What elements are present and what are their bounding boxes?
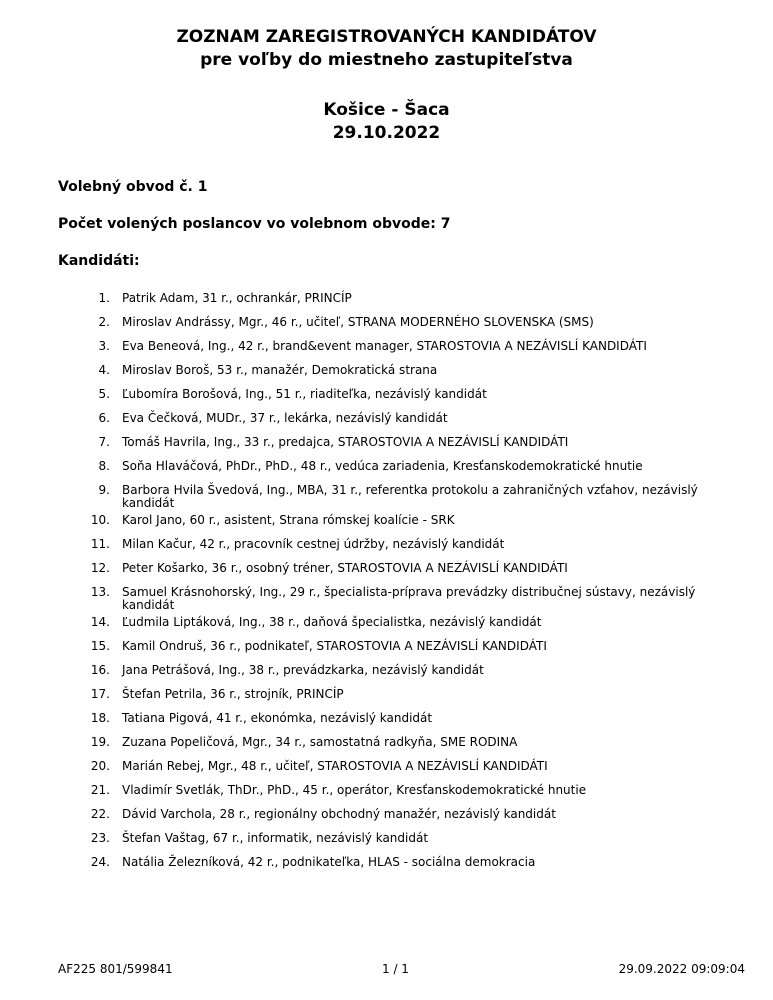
- candidate-text: Zuzana Popeličová, Mgr., 34 r., samostatná radkyňa, SME RODINA: [122, 735, 518, 749]
- candidate-item: [0, 856, 773, 880]
- candidate-text: Eva Beneová, Ing., 42 r., brand&event manager, STAROSTOVIA A NEZÁVISLÍ KANDIDÁTI: [122, 339, 647, 353]
- candidate-number: 17.: [90, 687, 110, 701]
- candidate-text: Samuel Krásnohorský, Ing., 29 r., špecialista-príprava prevádzky distribučnej sústavy, nezávislý kandidát: [122, 585, 696, 612]
- candidate-text: Dávid Varchola, 28 r., regionálny obchodný manažér, nezávislý kandidát: [122, 807, 556, 821]
- candidate-number: 3.: [98, 339, 110, 353]
- candidate-number: 22.: [90, 807, 110, 821]
- candidate-text: Ľudmila Liptáková, Ing., 38 r., daňová špecialistka, nezávislý kandidát: [122, 615, 542, 629]
- candidate-number: 2.: [98, 315, 110, 329]
- candidate-number: 12.: [90, 561, 110, 575]
- candidate-text: Miroslav Boroš, 53 r., manažér, Demokratická strana: [122, 363, 438, 377]
- page-number: 1 / 1: [382, 962, 409, 976]
- candidate-list: [0, 292, 773, 880]
- candidate-text: Jana Petrášová, Ing., 38 r., prevádzkarka, nezávislý kandidát: [122, 663, 484, 677]
- document-title: ZOZNAM ZAREGISTROVANÝCH KANDIDÁTOV: [176, 27, 597, 47]
- candidate-number: 9.: [98, 483, 110, 497]
- candidate-number: 4.: [98, 363, 110, 377]
- candidate-number: 5.: [98, 387, 110, 401]
- candidate-number: 15.: [90, 639, 110, 653]
- candidate-number: 14.: [90, 615, 110, 629]
- candidate-item: [0, 460, 773, 484]
- candidate-item: [0, 586, 773, 616]
- candidate-text: Tomáš Havrila, Ing., 33 r., predajca, STAROSTOVIA A NEZÁVISLÍ KANDIDÁTI: [122, 435, 569, 449]
- candidate-item: [0, 808, 773, 832]
- candidate-number: 16.: [90, 663, 110, 677]
- candidate-text: Eva Čečková, MUDr., 37 r., lekárka, nezávislý kandidát: [122, 411, 448, 425]
- candidate-item: [0, 436, 773, 460]
- candidate-item: [0, 388, 773, 412]
- candidate-text: Natália Železníková, 42 r., podnikateľka, HLAS - sociálna demokracia: [122, 855, 536, 869]
- document-code: AF225 801/599841: [58, 962, 173, 976]
- candidate-number: 23.: [90, 831, 110, 845]
- candidate-item: [0, 640, 773, 664]
- candidate-item: [0, 292, 773, 316]
- candidate-item: [0, 316, 773, 340]
- seats-label: Počet volených poslancov vo volebnom obvode: 7: [58, 216, 451, 232]
- district-label: Volebný obvod č. 1: [58, 179, 208, 195]
- candidate-number: 11.: [90, 537, 110, 551]
- candidate-number: 21.: [90, 783, 110, 797]
- candidate-text: Patrik Adam, 31 r., ochrankár, PRINCÍP: [122, 291, 352, 305]
- candidates-label: Kandidáti:: [58, 253, 140, 269]
- candidate-item: [0, 616, 773, 640]
- candidate-text: Kamil Ondruš, 36 r., podnikateľ, STAROSTOVIA A NEZÁVISLÍ KANDIDÁTI: [122, 639, 547, 653]
- candidate-item: [0, 364, 773, 388]
- candidate-text: Peter Košarko, 36 r., osobný tréner, STAROSTOVIA A NEZÁVISLÍ KANDIDÁTI: [122, 561, 568, 575]
- candidate-text: Tatiana Pigová, 41 r., ekonómka, nezávislý kandidát: [122, 711, 433, 725]
- candidate-item: [0, 562, 773, 586]
- candidate-number: 24.: [90, 855, 110, 869]
- location-heading: Košice - Šaca: [323, 100, 450, 120]
- candidate-number: 7.: [98, 435, 110, 449]
- candidate-text: Karol Jano, 60 r., asistent, Strana rómskej koalície - SRK: [122, 513, 455, 527]
- candidate-item: [0, 736, 773, 760]
- candidate-text: Barbora Hvila Švedová, Ing., MBA, 31 r., referentka protokolu a zahraničných vzťahov, nezávislý kandidát: [122, 483, 698, 510]
- candidate-text: Vladimír Svetlák, ThDr., PhD., 45 r., operátor, Kresťanskodemokratické hnutie: [122, 783, 587, 797]
- candidate-text: Marián Rebej, Mgr., 48 r., učiteľ, STAROSTOVIA A NEZÁVISLÍ KANDIDÁTI: [122, 759, 548, 773]
- candidate-text: Ľubomíra Borošová, Ing., 51 r., riaditeľka, nezávislý kandidát: [122, 387, 487, 401]
- candidate-text: Štefan Vaštag, 67 r., informatik, nezávislý kandidát: [122, 831, 429, 845]
- candidate-item: [0, 760, 773, 784]
- candidate-text: Soňa Hlaváčová, PhDr., PhD., 48 r., vedúca zariadenia, Kresťanskodemokratické hnutie: [122, 459, 643, 473]
- candidate-number: 19.: [90, 735, 110, 749]
- election-date: 29.10.2022: [332, 123, 441, 143]
- candidate-item: [0, 784, 773, 808]
- document-subtitle: pre voľby do miestneho zastupiteľstva: [200, 50, 573, 70]
- candidate-item: [0, 832, 773, 856]
- candidate-number: 10.: [90, 513, 110, 527]
- candidate-number: 8.: [98, 459, 110, 473]
- candidate-text: Štefan Petrila, 36 r., strojník, PRINCÍP: [122, 687, 344, 701]
- candidate-item: [0, 412, 773, 436]
- candidate-number: 6.: [98, 411, 110, 425]
- candidate-number: 18.: [90, 711, 110, 725]
- candidate-item: [0, 514, 773, 538]
- candidate-item: [0, 712, 773, 736]
- candidate-number: 13.: [90, 585, 110, 599]
- candidate-item: [0, 538, 773, 562]
- candidate-number: 20.: [90, 759, 110, 773]
- candidate-text: Milan Kačur, 42 r., pracovník cestnej údržby, nezávislý kandidát: [122, 537, 505, 551]
- candidate-number: 1.: [98, 291, 110, 305]
- candidate-item: [0, 688, 773, 712]
- candidate-item: [0, 340, 773, 364]
- generated-timestamp: 29.09.2022 09:09:04: [618, 962, 745, 976]
- candidate-text: Miroslav Andrássy, Mgr., 46 r., učiteľ, STRANA MODERNÉHO SLOVENSKA (SMS): [122, 315, 594, 329]
- candidate-item: [0, 664, 773, 688]
- candidate-item: [0, 484, 773, 514]
